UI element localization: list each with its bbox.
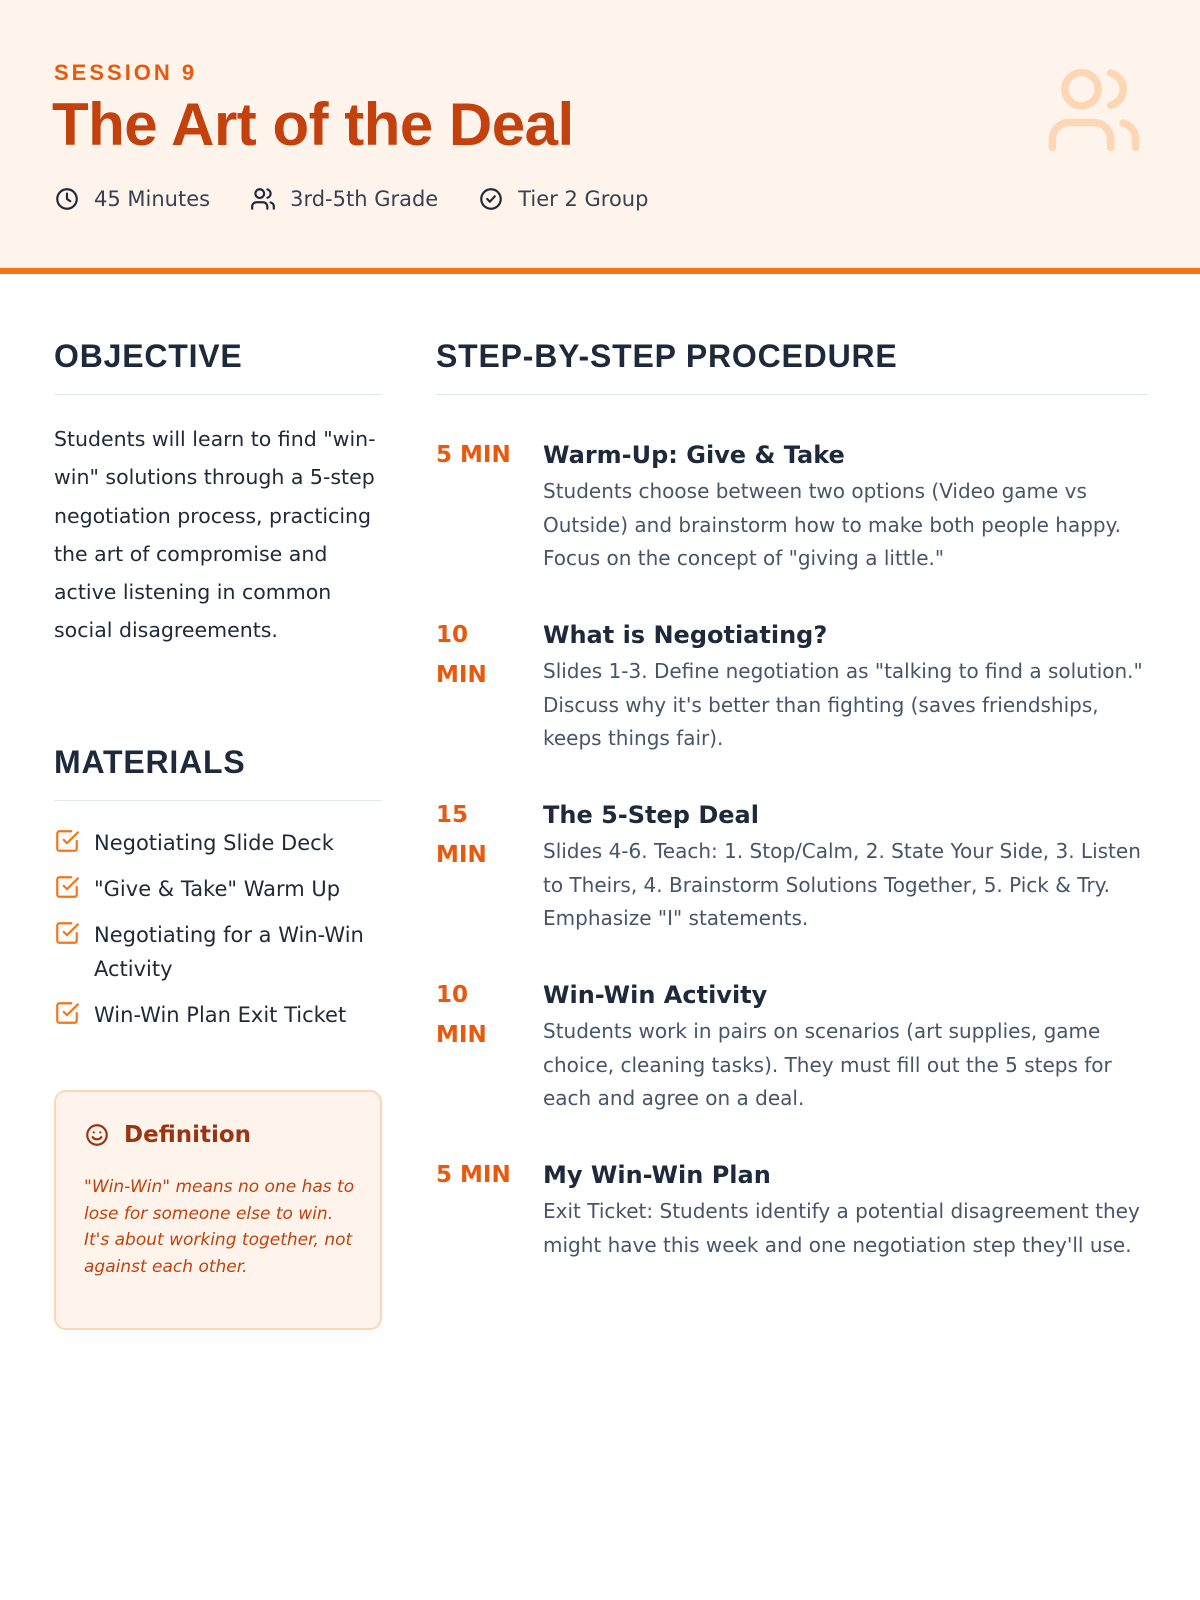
material-item-label: "Give & Take" Warm Up	[94, 877, 341, 901]
session-label: SESSION 9	[54, 60, 198, 85]
step-title: Warm-Up: Give & Take	[543, 441, 845, 469]
users-icon	[250, 186, 276, 212]
procedure-step	[436, 435, 1150, 585]
step-description: Exit Ticket: Students identify a potential disagreement they might have this week and one negotiation step they'll use.	[543, 1199, 1140, 1257]
check-circle-icon	[478, 186, 504, 212]
material-item	[54, 998, 382, 1032]
clock-icon	[54, 186, 80, 212]
step-time: 10 MIN	[436, 982, 487, 1048]
meta-grade-text: 3rd-5th Grade	[290, 187, 439, 211]
procedure-heading: STEP-BY-STEP PROCEDURE	[436, 338, 898, 374]
lesson-header	[0, 0, 1200, 274]
page-title: The Art of the Deal	[52, 91, 574, 158]
checkbox-icon	[54, 828, 80, 854]
material-item-label: Win-Win Plan Exit Ticket	[94, 1003, 347, 1027]
checkbox-icon	[54, 874, 80, 900]
checkbox-icon	[54, 1000, 80, 1026]
step-time: 15 MIN	[436, 802, 487, 868]
meta-group-text: Tier 2 Group	[518, 187, 649, 211]
step-title: Win-Win Activity	[543, 981, 768, 1009]
users-icon	[1040, 60, 1148, 160]
step-title: My Win-Win Plan	[543, 1161, 771, 1189]
procedure-divider	[436, 394, 1148, 395]
material-item	[54, 918, 382, 986]
meta-grade	[250, 186, 438, 212]
procedure-step	[436, 795, 1150, 945]
material-item-label: Negotiating Slide Deck	[94, 831, 334, 855]
definition-text: "Win-Win" means no one has to lose for someone else to win. It's about working together, not against each other.	[84, 1177, 355, 1277]
procedure-step	[436, 975, 1150, 1125]
checkbox-icon	[54, 920, 80, 946]
objective-heading: OBJECTIVE	[54, 338, 243, 374]
definition-title: Definition	[124, 1122, 252, 1148]
materials-list	[54, 826, 382, 1044]
step-description: Slides 1-3. Define negotiation as "talking to find a solution." Discuss why it's better than fighting (saves friendships, keeps things fair).	[543, 659, 1143, 750]
smile-icon	[84, 1122, 110, 1148]
step-time: 5 MIN	[436, 1162, 511, 1188]
procedure-step	[436, 1155, 1150, 1305]
step-title: The 5-Step Deal	[543, 801, 759, 829]
meta-group	[478, 186, 648, 212]
materials-heading: MATERIALS	[54, 744, 246, 780]
step-time: 10 MIN	[436, 622, 487, 688]
lesson-meta	[54, 186, 688, 212]
step-title: What is Negotiating?	[543, 621, 828, 649]
meta-duration-text: 45 Minutes	[94, 187, 211, 211]
objective-text: Students will learn to find "win-win" solutions through a 5-step negotiation process, practicing the art of compromise and active listening in common social disagreements.	[54, 427, 376, 643]
material-item	[54, 872, 382, 906]
material-item	[54, 826, 382, 860]
definition-callout	[54, 1090, 382, 1330]
step-description: Slides 4-6. Teach: 1. Stop/Calm, 2. State Your Side, 3. Listen to Theirs, 4. Brainstorm Solutions Together, 5. Pick & Try. Emphasize "I" statements.	[543, 839, 1141, 930]
step-time: 5 MIN	[436, 442, 511, 468]
materials-divider	[54, 800, 382, 801]
step-description: Students work in pairs on scenarios (art supplies, game choice, cleaning tasks). They must fill out the 5 steps for each and agree on a deal.	[543, 1019, 1112, 1110]
procedure-step	[436, 615, 1150, 765]
material-item-label: Negotiating for a Win-Win Activity	[94, 923, 364, 981]
meta-duration	[54, 186, 210, 212]
step-description: Students choose between two options (Video game vs Outside) and brainstorm how to make both people happy. Focus on the concept of "giving a little."	[543, 479, 1121, 570]
definition-header	[84, 1122, 251, 1148]
objective-divider	[54, 394, 382, 395]
